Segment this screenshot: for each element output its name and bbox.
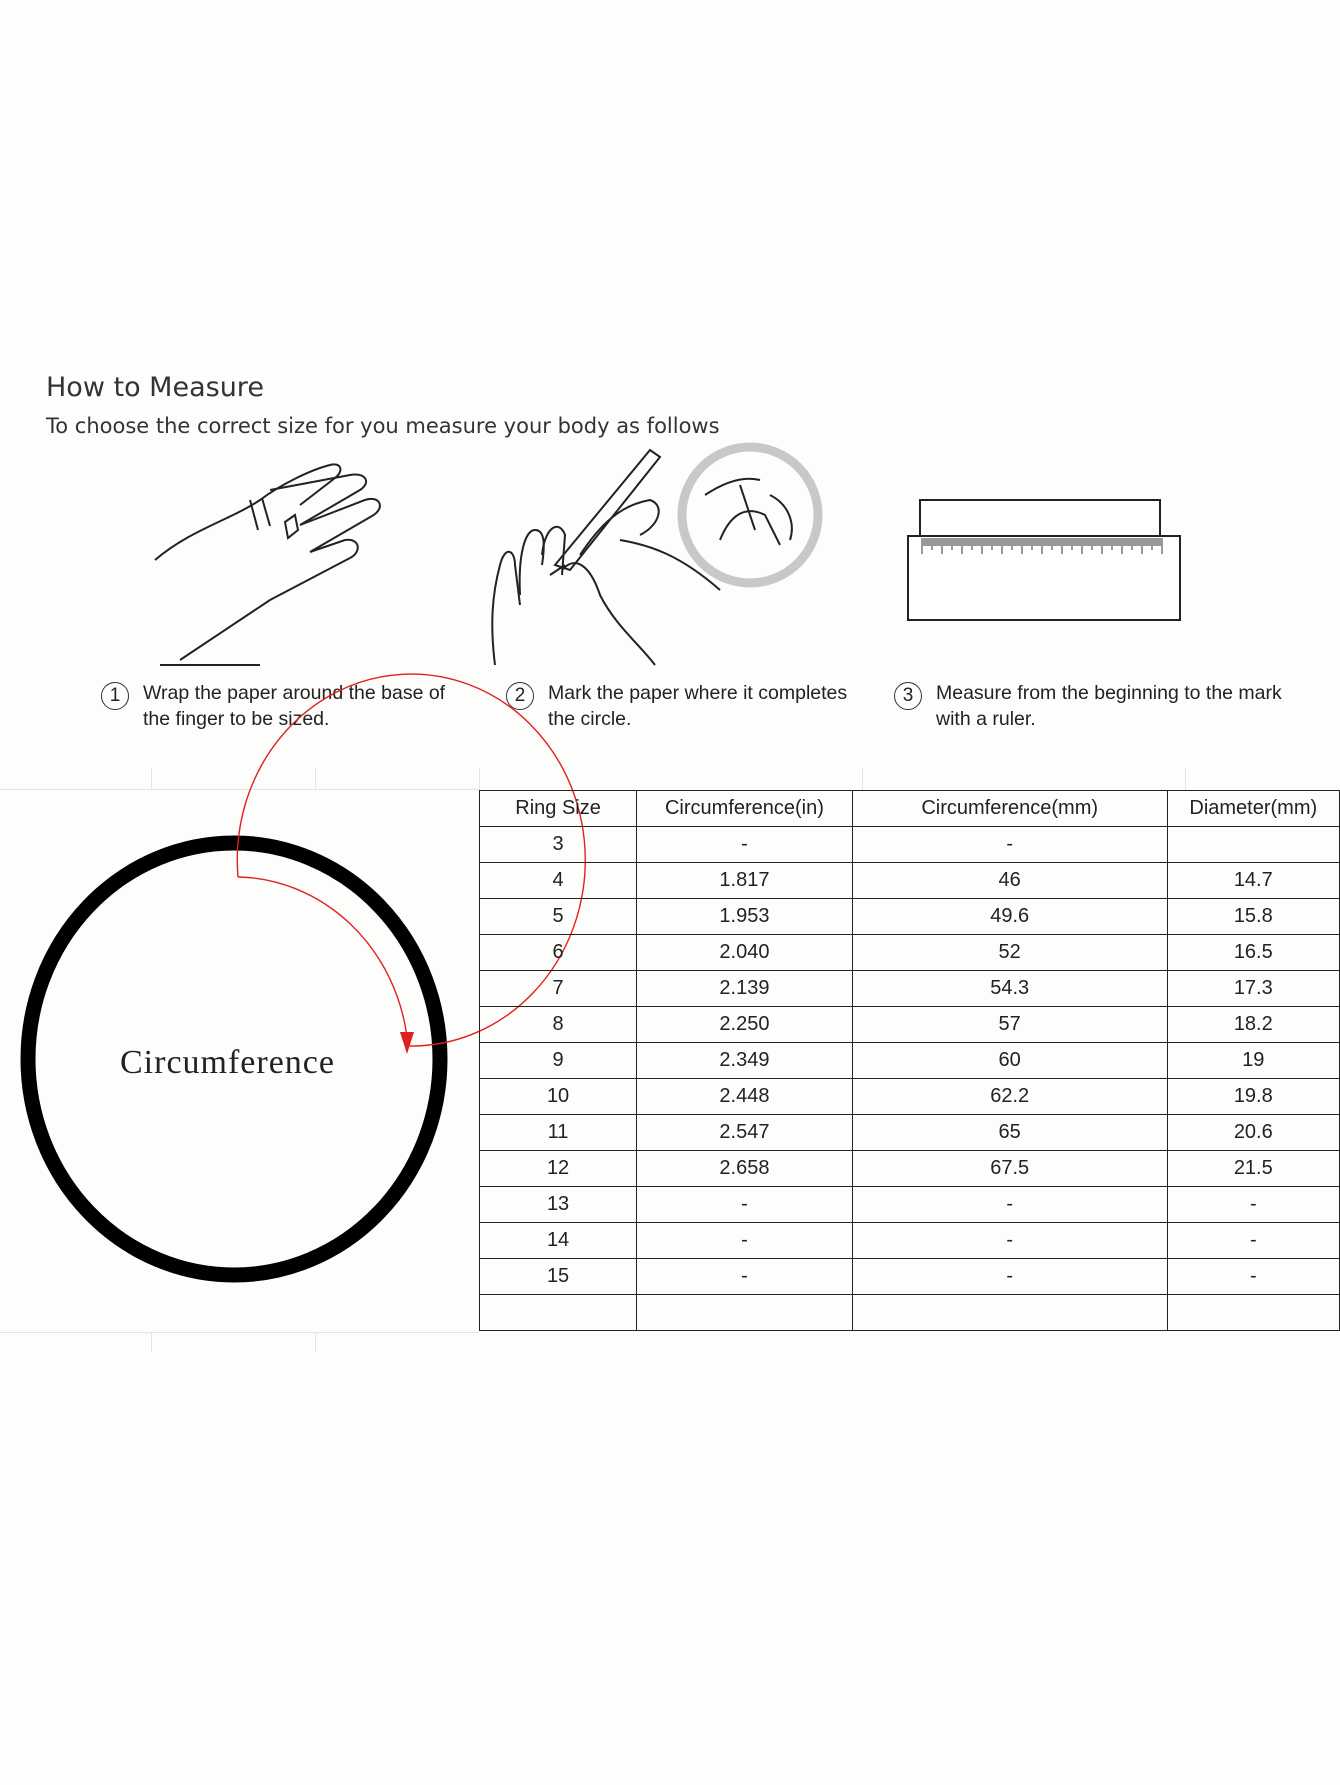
table-cell: 2.250 xyxy=(637,1007,853,1043)
table-cell: 67.5 xyxy=(852,1151,1167,1187)
table-cell: 19 xyxy=(1167,1043,1339,1079)
ruler-illustration xyxy=(906,498,1181,623)
table-row xyxy=(480,899,1340,935)
table-cell: 18.2 xyxy=(1167,1007,1339,1043)
table-cell xyxy=(637,1295,853,1331)
table-cell: 1.953 xyxy=(637,899,853,935)
table-row xyxy=(480,1115,1340,1151)
arrow-head-icon xyxy=(400,1032,414,1054)
grid-line xyxy=(0,789,479,790)
page-subtitle: To choose the correct size for you measure your body as follows xyxy=(46,414,720,438)
grid-line xyxy=(0,1332,479,1333)
table-cell: 62.2 xyxy=(852,1079,1167,1115)
table-cell xyxy=(852,1295,1167,1331)
table-cell: - xyxy=(852,1259,1167,1295)
table-cell xyxy=(1167,827,1339,863)
table-cell: 65 xyxy=(852,1115,1167,1151)
grid-line xyxy=(479,768,480,790)
table-cell: 2.040 xyxy=(637,935,853,971)
table-cell: 49.6 xyxy=(852,899,1167,935)
table-row xyxy=(480,1151,1340,1187)
table-cell: 2.349 xyxy=(637,1043,853,1079)
table-row xyxy=(480,1295,1340,1331)
table-cell xyxy=(1167,1295,1339,1331)
table-cell: 5 xyxy=(480,899,637,935)
table-cell: - xyxy=(1167,1259,1339,1295)
table-cell: 19.8 xyxy=(1167,1079,1339,1115)
table-cell xyxy=(480,1295,637,1331)
hand-wrap-illustration xyxy=(150,460,390,670)
table-cell: 2.139 xyxy=(637,971,853,1007)
table-cell: 2.658 xyxy=(637,1151,853,1187)
table-cell: - xyxy=(637,1223,853,1259)
table-cell: 60 xyxy=(852,1043,1167,1079)
table-cell: - xyxy=(852,1223,1167,1259)
table-cell: - xyxy=(1167,1187,1339,1223)
table-cell: - xyxy=(637,1259,853,1295)
table-cell: 54.3 xyxy=(852,971,1167,1007)
table-cell: 4 xyxy=(480,863,637,899)
hand-mark-illustration xyxy=(490,445,830,670)
table-row xyxy=(480,1007,1340,1043)
grid-line xyxy=(315,1332,316,1352)
table-cell: - xyxy=(637,1187,853,1223)
table-cell: - xyxy=(852,827,1167,863)
header-circumference-mm: Circumference(mm) xyxy=(852,791,1167,827)
table-cell: 8 xyxy=(480,1007,637,1043)
table-cell: 2.448 xyxy=(637,1079,853,1115)
table-cell: 9 xyxy=(480,1043,637,1079)
step-number-badge: 1 xyxy=(101,682,129,710)
header-circumference-in: Circumference(in) xyxy=(637,791,853,827)
table-cell: - xyxy=(1167,1223,1339,1259)
ring-size-table xyxy=(479,790,1340,1331)
header-diameter-mm: Diameter(mm) xyxy=(1167,791,1339,827)
table-cell: 12 xyxy=(480,1151,637,1187)
grid-line xyxy=(151,768,152,790)
table-cell: 13 xyxy=(480,1187,637,1223)
grid-line xyxy=(1185,768,1186,790)
page-title: How to Measure xyxy=(46,372,264,403)
table-cell: 20.6 xyxy=(1167,1115,1339,1151)
table-row xyxy=(480,863,1340,899)
table-row xyxy=(480,827,1340,863)
table-row xyxy=(480,1223,1340,1259)
grid-line xyxy=(862,768,863,790)
step-text: Measure from the beginning to the mark with a ruler. xyxy=(936,682,1282,730)
table-cell: 2.547 xyxy=(637,1115,853,1151)
table-row xyxy=(480,1043,1340,1079)
step-text: Wrap the paper around the base of the finger to be sized. xyxy=(143,682,446,730)
step-text: Mark the paper where it completes the circle. xyxy=(548,682,848,730)
circumference-label: Circumference xyxy=(120,1044,335,1081)
step-number-badge: 3 xyxy=(894,682,922,710)
table-row xyxy=(480,1259,1340,1295)
table-row xyxy=(480,971,1340,1007)
table-header-row xyxy=(480,791,1340,827)
table-cell: 3 xyxy=(480,827,637,863)
table-cell: 1.817 xyxy=(637,863,853,899)
table-row xyxy=(480,1079,1340,1115)
step-number-badge: 2 xyxy=(506,682,534,710)
table-cell: 14 xyxy=(480,1223,637,1259)
table-cell: 16.5 xyxy=(1167,935,1339,971)
table-cell: 46 xyxy=(852,863,1167,899)
table-cell: 15 xyxy=(480,1259,637,1295)
table-cell: 11 xyxy=(480,1115,637,1151)
table-cell: 57 xyxy=(852,1007,1167,1043)
table-cell: 6 xyxy=(480,935,637,971)
table-cell: 15.8 xyxy=(1167,899,1339,935)
table-cell: 7 xyxy=(480,971,637,1007)
table-row xyxy=(480,935,1340,971)
table-cell: 14.7 xyxy=(1167,863,1339,899)
table-cell: - xyxy=(852,1187,1167,1223)
table-cell: 10 xyxy=(480,1079,637,1115)
table-cell: 21.5 xyxy=(1167,1151,1339,1187)
grid-line xyxy=(151,1332,152,1352)
table-cell: 17.3 xyxy=(1167,971,1339,1007)
header-ring-size: Ring Size xyxy=(480,791,637,827)
table-cell: 52 xyxy=(852,935,1167,971)
table-row xyxy=(480,1187,1340,1223)
table-cell: - xyxy=(637,827,853,863)
grid-line xyxy=(315,768,316,790)
